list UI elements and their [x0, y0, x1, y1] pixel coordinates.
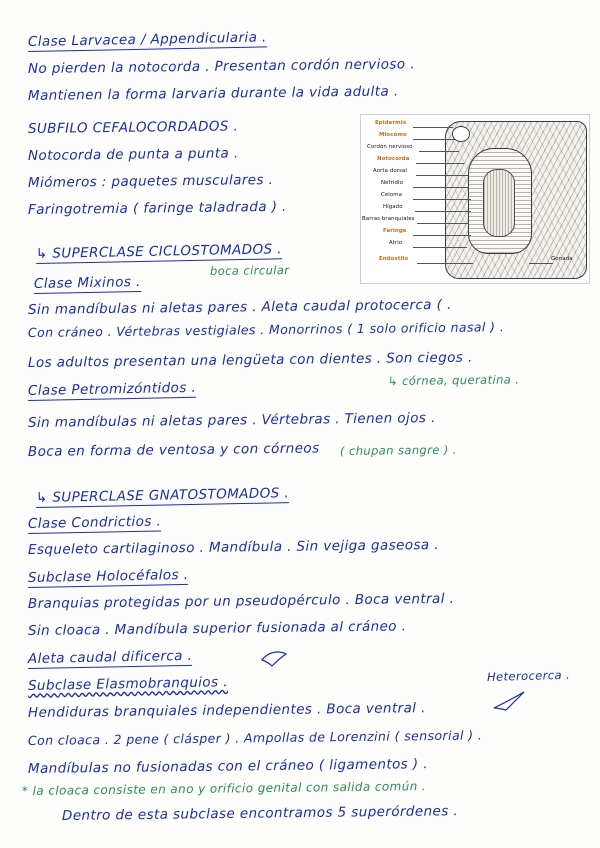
- heading-subfilo-cefalocordados: SUBFILO CEFALOCORDADOS .: [27, 118, 239, 137]
- heading-clase-condrictios: Clase Condrictios .: [27, 513, 162, 532]
- text-line-29: Con cloaca . 2 pene ( clásper ) . Ampollas de Lorenzini ( sensorial ) .: [27, 727, 483, 748]
- text-line-17: Boca en forma de ventosa y con córneos: [27, 440, 320, 460]
- text-line-6: Miómeros : paquetes musculares .: [27, 172, 274, 191]
- text-line-13: Los adultos presentan una lengüeta con dientes . Son ciegos .: [27, 349, 473, 371]
- fig-label-nefridio: Nefridio: [381, 180, 403, 186]
- fig-label-atrio: Atrio: [389, 240, 403, 246]
- leader-12: [417, 263, 473, 264]
- text-line-5: Notocorda de punta a punta .: [27, 145, 239, 164]
- annotation-boca-circular: boca circular: [209, 263, 290, 278]
- diagram-gut-core: [483, 169, 515, 237]
- leader-11: [413, 247, 467, 248]
- fig-label-miocomo: Miocomo: [379, 132, 407, 138]
- heading-superclase-gnatostomados: ↳ SUPERCLASE GNATOSTOMADOS .: [35, 485, 290, 506]
- text-line-24: Sin cloaca . Mandíbula superior fusionada al cráneo .: [27, 618, 407, 639]
- heading-subclase-holocefalos: Subclase Holocéfalos .: [27, 566, 189, 586]
- text-line-16: Sin mandíbulas ni aletas pares . Vértebras . Tienen ojos .: [27, 410, 436, 431]
- leader-6: [413, 187, 469, 188]
- diagram-pharynx: [468, 148, 532, 254]
- annotation-cornea-queratina: ↳ córnea, queratina .: [387, 372, 520, 388]
- anfioxo-diagram: [360, 114, 590, 284]
- heterocercal-fin-doodle: [492, 690, 526, 712]
- fig-label-notocorda: Notocorda: [377, 156, 410, 162]
- text-line-23: Branquias protegidas por un pseudopérculo . Boca ventral .: [27, 590, 455, 612]
- annotation-heterocerca: Heterocerca .: [486, 667, 571, 684]
- text-line-11: Sin mandíbulas ni aletas pares . Aleta caudal protocerca ( .: [27, 296, 452, 318]
- fig-label-endostilo: Endostilo: [379, 256, 409, 262]
- heading-clase-petromizontidos: Clase Petromizóntidos .: [27, 379, 197, 399]
- leader-13: [529, 263, 553, 264]
- heading-subclase-elasmobranquios: Subclase Elasmobranquios .: [27, 674, 228, 694]
- leader-1: [413, 127, 453, 128]
- fig-label-faringe: Faringe: [383, 228, 407, 234]
- fig-label-gonada: Gónada: [551, 256, 573, 262]
- heading-clase-larvacea: Clase Larvacea / Appendicularia .: [27, 29, 267, 50]
- fig-label-barras-branquiales: Barras branquiales: [362, 216, 415, 222]
- fig-label-epidermis: Epidermis: [375, 120, 407, 126]
- text-line-30: Mandíbulas no fusionadas con el cráneo ( ligamentos ) .: [27, 756, 428, 777]
- caudal-fin-doodle: [260, 648, 290, 668]
- text-line-21: Esqueleto cartilaginoso . Mandíbula . Sin vejiga gaseosa .: [27, 536, 440, 558]
- leader-2: [413, 139, 455, 140]
- leader-7: [413, 199, 471, 200]
- leader-3: [419, 151, 459, 152]
- fig-label-celoma: Celoma: [381, 192, 403, 198]
- text-line-32: Dentro de esta subclase encontramos 5 superórdenes .: [61, 803, 459, 824]
- footnote-cloaca: * la cloaca consiste en ano y orificio genital con salida común .: [21, 779, 427, 798]
- text-line-3: Mantienen la forma larvaria durante la vida adulta .: [27, 83, 399, 104]
- leader-5: [416, 175, 468, 176]
- text-line-7: Faringotremia ( faringe taladrada ) .: [27, 198, 287, 218]
- leader-10: [413, 235, 471, 236]
- leader-8: [415, 211, 471, 212]
- annotation-chupan-sangre: ( chupan sangre ) .: [339, 442, 457, 458]
- leader-9: [417, 223, 469, 224]
- heading-superclase-ciclostomados: ↳ SUPERCLASE CICLOSTOMADOS .: [35, 241, 283, 262]
- heading-clase-mixinos: Clase Mixinos .: [33, 273, 141, 292]
- fig-label-aorta-dorsal: Aorta dorsal: [373, 168, 407, 174]
- text-line-12: Con cráneo . Vértebras vestigiales . Monorrinos ( 1 solo orificio nasal ) .: [27, 319, 505, 340]
- leader-4: [416, 163, 464, 164]
- fig-label-higado: Hígado: [383, 204, 403, 210]
- text-line-25: Aleta caudal dificerca .: [27, 647, 193, 667]
- text-line-28: Hendiduras branquiales independientes . Boca ventral .: [27, 700, 426, 721]
- fig-label-cordon-nervioso: Cordón nervioso: [367, 144, 413, 150]
- text-line-2: No pierden la notocorda . Presentan cordón nervioso .: [27, 56, 415, 77]
